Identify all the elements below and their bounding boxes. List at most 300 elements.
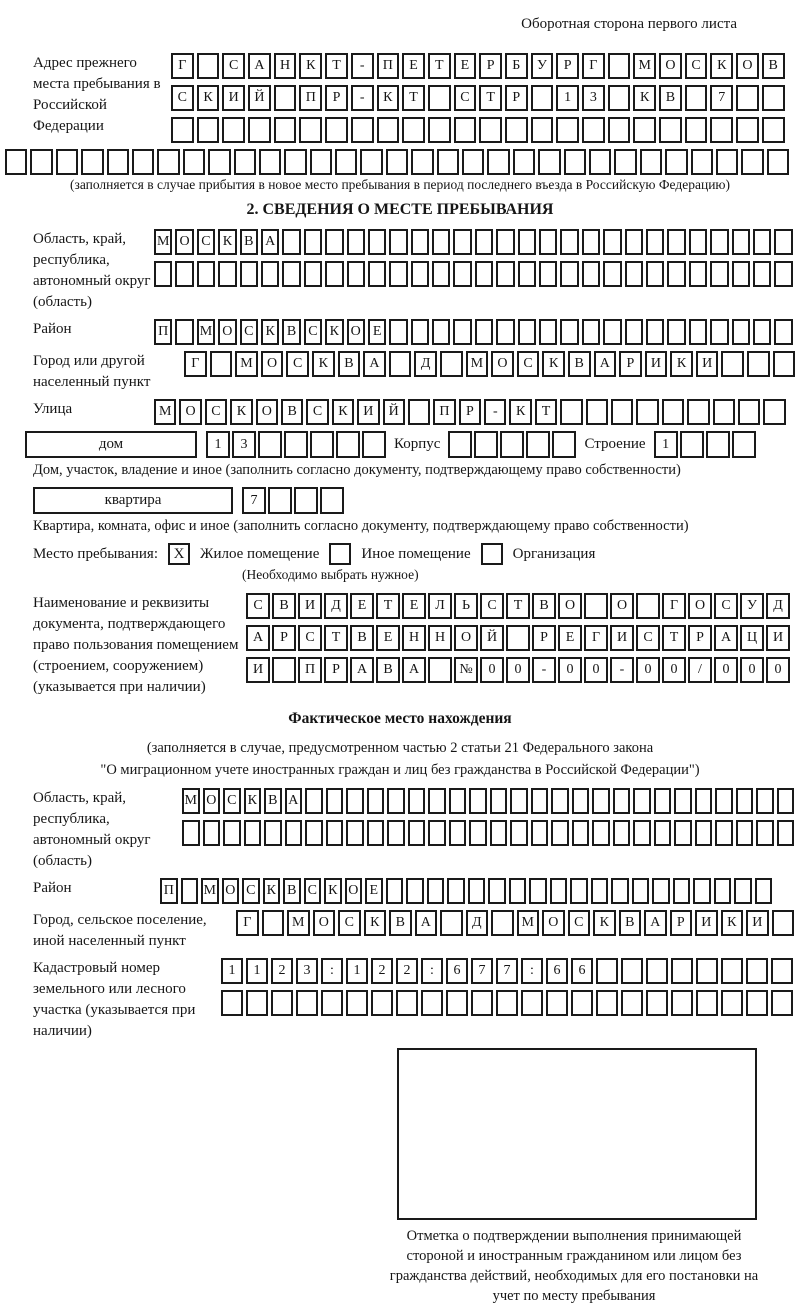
char-cell[interactable]: В xyxy=(389,910,412,936)
char-cell[interactable] xyxy=(218,261,236,287)
char-cell[interactable] xyxy=(197,53,220,79)
char-cell[interactable]: А xyxy=(261,229,279,255)
stay-type-checkbox-organization[interactable] xyxy=(481,543,503,565)
char-cell[interactable] xyxy=(732,261,750,287)
char-cell[interactable] xyxy=(421,990,443,1016)
char-cell[interactable] xyxy=(652,878,670,904)
char-cell[interactable] xyxy=(603,229,621,255)
char-cell[interactable] xyxy=(756,788,774,814)
char-cell[interactable]: Т xyxy=(662,625,686,651)
char-cell[interactable]: В xyxy=(659,85,682,111)
char-cell[interactable]: Г xyxy=(184,351,207,377)
char-cell[interactable]: К xyxy=(324,878,342,904)
char-cell[interactable]: М xyxy=(466,351,489,377)
char-cell[interactable] xyxy=(732,431,756,458)
char-cell[interactable] xyxy=(556,117,579,143)
char-cell[interactable]: И xyxy=(645,351,668,377)
char-cell[interactable] xyxy=(636,399,658,425)
char-cell[interactable] xyxy=(721,990,743,1016)
char-cell[interactable]: К xyxy=(244,788,262,814)
char-cell[interactable] xyxy=(571,990,593,1016)
char-cell[interactable]: С xyxy=(242,878,260,904)
char-cell[interactable]: / xyxy=(688,657,712,683)
char-cell[interactable] xyxy=(674,820,692,846)
char-cell[interactable] xyxy=(107,149,129,175)
char-cell[interactable] xyxy=(296,990,318,1016)
char-cell[interactable] xyxy=(741,149,763,175)
char-cell[interactable] xyxy=(710,117,733,143)
char-cell[interactable]: К xyxy=(263,878,281,904)
char-cell[interactable] xyxy=(654,788,672,814)
char-cell[interactable]: Й xyxy=(248,85,271,111)
char-cell[interactable] xyxy=(449,788,467,814)
char-cell[interactable] xyxy=(408,399,430,425)
char-cell[interactable] xyxy=(654,820,672,846)
char-cell[interactable] xyxy=(608,85,631,111)
char-cell[interactable]: С xyxy=(197,229,215,255)
char-cell[interactable] xyxy=(272,657,296,683)
char-cell[interactable] xyxy=(222,117,245,143)
char-cell[interactable] xyxy=(56,149,78,175)
char-cell[interactable] xyxy=(591,878,609,904)
char-cell[interactable]: 7 xyxy=(496,958,518,984)
char-cell[interactable]: 3 xyxy=(232,431,256,458)
char-cell[interactable] xyxy=(428,820,446,846)
char-cell[interactable] xyxy=(614,149,636,175)
char-cell[interactable]: Т xyxy=(535,399,557,425)
char-cell[interactable]: Р xyxy=(670,910,693,936)
char-cell[interactable] xyxy=(474,431,498,458)
char-cell[interactable] xyxy=(462,149,484,175)
char-cell[interactable] xyxy=(346,788,364,814)
char-cell[interactable]: - xyxy=(484,399,506,425)
char-cell[interactable] xyxy=(625,229,643,255)
char-cell[interactable]: А xyxy=(285,788,303,814)
char-cell[interactable]: О xyxy=(347,319,365,345)
char-cell[interactable] xyxy=(771,990,793,1016)
char-cell[interactable]: А xyxy=(248,53,271,79)
char-cell[interactable] xyxy=(264,820,282,846)
char-cell[interactable]: Р xyxy=(532,625,556,651)
char-cell[interactable] xyxy=(589,149,611,175)
char-cell[interactable]: Г xyxy=(584,625,608,651)
char-cell[interactable] xyxy=(305,820,323,846)
char-cell[interactable]: Д xyxy=(466,910,489,936)
char-cell[interactable]: В xyxy=(338,351,361,377)
char-cell[interactable]: К xyxy=(670,351,693,377)
char-cell[interactable] xyxy=(584,593,608,619)
char-cell[interactable]: И xyxy=(766,625,790,651)
char-cell[interactable] xyxy=(325,117,348,143)
char-cell[interactable]: О xyxy=(542,910,565,936)
char-cell[interactable] xyxy=(447,878,465,904)
char-cell[interactable]: 3 xyxy=(296,958,318,984)
char-cell[interactable] xyxy=(518,319,536,345)
char-cell[interactable] xyxy=(479,117,502,143)
char-cell[interactable]: И xyxy=(746,910,769,936)
char-cell[interactable]: Т xyxy=(402,85,425,111)
char-cell[interactable]: П xyxy=(299,85,322,111)
char-cell[interactable] xyxy=(284,431,308,458)
char-cell[interactable]: 1 xyxy=(221,958,243,984)
char-cell[interactable] xyxy=(282,261,300,287)
char-cell[interactable] xyxy=(274,85,297,111)
char-cell[interactable]: К xyxy=(197,85,220,111)
stay-type-checkbox-residential[interactable]: X xyxy=(168,543,190,565)
char-cell[interactable] xyxy=(475,229,493,255)
char-cell[interactable] xyxy=(592,820,610,846)
char-cell[interactable] xyxy=(368,261,386,287)
char-cell[interactable] xyxy=(432,261,450,287)
char-cell[interactable]: Р xyxy=(619,351,642,377)
char-cell[interactable]: Й xyxy=(480,625,504,651)
char-cell[interactable] xyxy=(440,351,463,377)
char-cell[interactable]: П xyxy=(377,53,400,79)
char-cell[interactable]: С xyxy=(636,625,660,651)
char-cell[interactable] xyxy=(446,990,468,1016)
char-cell[interactable] xyxy=(411,149,433,175)
char-cell[interactable]: Г xyxy=(582,53,605,79)
char-cell[interactable] xyxy=(572,820,590,846)
char-cell[interactable] xyxy=(274,117,297,143)
char-cell[interactable] xyxy=(271,990,293,1016)
char-cell[interactable] xyxy=(691,149,713,175)
char-cell[interactable] xyxy=(432,229,450,255)
char-cell[interactable] xyxy=(389,319,407,345)
char-cell[interactable]: В xyxy=(240,229,258,255)
char-cell[interactable]: : xyxy=(421,958,443,984)
char-cell[interactable] xyxy=(475,319,493,345)
char-cell[interactable]: С xyxy=(306,399,328,425)
char-cell[interactable] xyxy=(673,878,691,904)
char-cell[interactable]: 1 xyxy=(556,85,579,111)
char-cell[interactable]: И xyxy=(696,351,719,377)
char-cell[interactable] xyxy=(531,117,554,143)
char-cell[interactable] xyxy=(471,990,493,1016)
char-cell[interactable]: А xyxy=(644,910,667,936)
char-cell[interactable] xyxy=(550,878,568,904)
char-cell[interactable]: О xyxy=(175,229,193,255)
char-cell[interactable] xyxy=(5,149,27,175)
char-cell[interactable] xyxy=(510,788,528,814)
char-cell[interactable] xyxy=(282,229,300,255)
char-cell[interactable] xyxy=(526,431,550,458)
char-cell[interactable] xyxy=(387,820,405,846)
char-cell[interactable]: Р xyxy=(688,625,712,651)
char-cell[interactable]: Т xyxy=(325,53,348,79)
char-cell[interactable] xyxy=(268,487,292,514)
char-cell[interactable]: Д xyxy=(766,593,790,619)
char-cell[interactable]: М xyxy=(182,788,200,814)
char-cell[interactable]: А xyxy=(594,351,617,377)
char-cell[interactable] xyxy=(689,319,707,345)
char-cell[interactable] xyxy=(335,149,357,175)
char-cell[interactable]: 7 xyxy=(242,487,266,514)
char-cell[interactable] xyxy=(736,788,754,814)
char-cell[interactable]: Р xyxy=(459,399,481,425)
char-cell[interactable]: И xyxy=(610,625,634,651)
char-cell[interactable] xyxy=(753,319,771,345)
char-cell[interactable] xyxy=(586,399,608,425)
char-cell[interactable] xyxy=(560,229,578,255)
char-cell[interactable]: О xyxy=(345,878,363,904)
char-cell[interactable]: И xyxy=(298,593,322,619)
char-cell[interactable] xyxy=(665,149,687,175)
char-cell[interactable] xyxy=(753,229,771,255)
char-cell[interactable]: 0 xyxy=(636,657,660,683)
char-cell[interactable] xyxy=(248,117,271,143)
char-cell[interactable] xyxy=(428,788,446,814)
char-cell[interactable]: Е xyxy=(558,625,582,651)
char-cell[interactable]: К xyxy=(364,910,387,936)
char-cell[interactable]: Г xyxy=(662,593,686,619)
char-cell[interactable] xyxy=(310,431,334,458)
char-cell[interactable] xyxy=(360,149,382,175)
char-cell[interactable] xyxy=(513,149,535,175)
char-cell[interactable]: С xyxy=(480,593,504,619)
char-cell[interactable]: 7 xyxy=(471,958,493,984)
char-cell[interactable] xyxy=(680,431,704,458)
char-cell[interactable] xyxy=(203,820,221,846)
char-cell[interactable]: О xyxy=(222,878,240,904)
char-cell[interactable]: М xyxy=(154,399,176,425)
char-cell[interactable] xyxy=(408,820,426,846)
char-cell[interactable] xyxy=(367,788,385,814)
char-cell[interactable] xyxy=(488,878,506,904)
char-cell[interactable]: О xyxy=(736,53,759,79)
char-cell[interactable] xyxy=(636,593,660,619)
char-cell[interactable] xyxy=(713,399,735,425)
char-cell[interactable] xyxy=(261,261,279,287)
char-cell[interactable] xyxy=(551,788,569,814)
char-cell[interactable]: С xyxy=(714,593,738,619)
char-cell[interactable]: А xyxy=(363,351,386,377)
char-cell[interactable] xyxy=(608,117,631,143)
char-cell[interactable]: Д xyxy=(414,351,437,377)
char-cell[interactable]: Е xyxy=(402,593,426,619)
char-cell[interactable] xyxy=(411,229,429,255)
char-cell[interactable] xyxy=(685,117,708,143)
char-cell[interactable] xyxy=(351,117,374,143)
char-cell[interactable]: Р xyxy=(325,85,348,111)
char-cell[interactable] xyxy=(326,820,344,846)
char-cell[interactable]: О xyxy=(454,625,478,651)
char-cell[interactable] xyxy=(646,229,664,255)
char-cell[interactable] xyxy=(371,990,393,1016)
char-cell[interactable]: С xyxy=(223,788,241,814)
char-cell[interactable]: П xyxy=(433,399,455,425)
char-cell[interactable] xyxy=(710,261,728,287)
char-cell[interactable]: Л xyxy=(428,593,452,619)
char-cell[interactable]: Г xyxy=(171,53,194,79)
char-cell[interactable]: В xyxy=(568,351,591,377)
char-cell[interactable]: 2 xyxy=(271,958,293,984)
char-cell[interactable] xyxy=(496,990,518,1016)
char-cell[interactable] xyxy=(157,149,179,175)
char-cell[interactable]: П xyxy=(298,657,322,683)
char-cell[interactable] xyxy=(710,319,728,345)
char-cell[interactable]: У xyxy=(531,53,554,79)
char-cell[interactable] xyxy=(633,788,651,814)
char-cell[interactable]: К xyxy=(377,85,400,111)
char-cell[interactable] xyxy=(346,820,364,846)
char-cell[interactable] xyxy=(560,261,578,287)
char-cell[interactable] xyxy=(132,149,154,175)
char-cell[interactable] xyxy=(246,990,268,1016)
char-cell[interactable] xyxy=(774,229,792,255)
char-cell[interactable] xyxy=(646,261,664,287)
char-cell[interactable]: К xyxy=(721,910,744,936)
char-cell[interactable] xyxy=(240,261,258,287)
char-cell[interactable]: Н xyxy=(274,53,297,79)
char-cell[interactable] xyxy=(432,319,450,345)
char-cell[interactable] xyxy=(695,820,713,846)
char-cell[interactable]: О xyxy=(256,399,278,425)
char-cell[interactable] xyxy=(667,319,685,345)
char-cell[interactable] xyxy=(386,149,408,175)
char-cell[interactable] xyxy=(440,910,463,936)
char-cell[interactable]: В xyxy=(282,319,300,345)
char-cell[interactable] xyxy=(389,261,407,287)
char-cell[interactable]: - xyxy=(532,657,556,683)
char-cell[interactable]: Т xyxy=(479,85,502,111)
char-cell[interactable] xyxy=(529,878,547,904)
char-cell[interactable]: К xyxy=(332,399,354,425)
char-cell[interactable]: О xyxy=(179,399,201,425)
char-cell[interactable] xyxy=(453,319,471,345)
char-cell[interactable] xyxy=(772,910,795,936)
char-cell[interactable] xyxy=(259,149,281,175)
char-cell[interactable]: К xyxy=(261,319,279,345)
char-cell[interactable] xyxy=(362,431,386,458)
char-cell[interactable]: 1 xyxy=(206,431,230,458)
char-cell[interactable] xyxy=(608,53,631,79)
char-cell[interactable]: П xyxy=(160,878,178,904)
char-cell[interactable] xyxy=(777,820,795,846)
char-cell[interactable] xyxy=(30,149,52,175)
char-cell[interactable]: П xyxy=(154,319,172,345)
char-cell[interactable] xyxy=(756,820,774,846)
char-cell[interactable] xyxy=(197,261,215,287)
char-cell[interactable] xyxy=(210,351,233,377)
char-cell[interactable] xyxy=(667,229,685,255)
char-cell[interactable] xyxy=(696,990,718,1016)
char-cell[interactable]: 0 xyxy=(506,657,530,683)
char-cell[interactable] xyxy=(674,788,692,814)
char-cell[interactable] xyxy=(518,229,536,255)
char-cell[interactable]: С xyxy=(568,910,591,936)
char-cell[interactable] xyxy=(662,399,684,425)
char-cell[interactable]: М xyxy=(517,910,540,936)
char-cell[interactable] xyxy=(406,878,424,904)
char-cell[interactable] xyxy=(603,261,621,287)
char-cell[interactable] xyxy=(304,229,322,255)
char-cell[interactable] xyxy=(171,117,194,143)
char-cell[interactable] xyxy=(721,958,743,984)
char-cell[interactable]: А xyxy=(350,657,374,683)
char-cell[interactable]: К xyxy=(509,399,531,425)
char-cell[interactable] xyxy=(539,229,557,255)
char-cell[interactable]: № xyxy=(454,657,478,683)
char-cell[interactable]: 0 xyxy=(714,657,738,683)
char-cell[interactable]: С xyxy=(685,53,708,79)
char-cell[interactable] xyxy=(175,261,193,287)
char-cell[interactable]: К xyxy=(312,351,335,377)
char-cell[interactable]: Р xyxy=(505,85,528,111)
char-cell[interactable]: Д xyxy=(324,593,348,619)
char-cell[interactable] xyxy=(325,261,343,287)
char-cell[interactable] xyxy=(613,820,631,846)
char-cell[interactable]: А xyxy=(415,910,438,936)
char-cell[interactable]: : xyxy=(321,958,343,984)
char-cell[interactable]: К xyxy=(230,399,252,425)
char-cell[interactable]: 6 xyxy=(446,958,468,984)
char-cell[interactable] xyxy=(428,117,451,143)
char-cell[interactable] xyxy=(582,117,605,143)
char-cell[interactable]: Р xyxy=(272,625,296,651)
char-cell[interactable] xyxy=(448,431,472,458)
char-cell[interactable] xyxy=(81,149,103,175)
char-cell[interactable] xyxy=(773,351,796,377)
char-cell[interactable] xyxy=(258,431,282,458)
char-cell[interactable]: В xyxy=(762,53,785,79)
char-cell[interactable] xyxy=(738,399,760,425)
char-cell[interactable]: С xyxy=(171,85,194,111)
char-cell[interactable] xyxy=(244,820,262,846)
char-cell[interactable] xyxy=(570,878,588,904)
char-cell[interactable]: 0 xyxy=(766,657,790,683)
char-cell[interactable] xyxy=(389,229,407,255)
char-cell[interactable] xyxy=(747,351,770,377)
char-cell[interactable]: О xyxy=(610,593,634,619)
char-cell[interactable] xyxy=(560,399,582,425)
char-cell[interactable] xyxy=(389,351,412,377)
char-cell[interactable]: Е xyxy=(350,593,374,619)
char-cell[interactable] xyxy=(427,878,445,904)
char-cell[interactable]: К xyxy=(633,85,656,111)
char-cell[interactable] xyxy=(734,878,752,904)
char-cell[interactable]: О xyxy=(491,351,514,377)
char-cell[interactable] xyxy=(582,261,600,287)
char-cell[interactable]: 3 xyxy=(582,85,605,111)
char-cell[interactable]: Б xyxy=(505,53,528,79)
char-cell[interactable] xyxy=(154,261,172,287)
char-cell[interactable] xyxy=(284,149,306,175)
char-cell[interactable] xyxy=(753,261,771,287)
char-cell[interactable] xyxy=(689,261,707,287)
char-cell[interactable] xyxy=(646,990,668,1016)
char-cell[interactable] xyxy=(687,399,709,425)
char-cell[interactable] xyxy=(310,149,332,175)
char-cell[interactable] xyxy=(408,788,426,814)
char-cell[interactable] xyxy=(182,820,200,846)
char-cell[interactable]: С xyxy=(454,85,477,111)
char-cell[interactable]: М xyxy=(235,351,258,377)
char-cell[interactable] xyxy=(582,319,600,345)
char-cell[interactable] xyxy=(695,788,713,814)
char-cell[interactable] xyxy=(767,149,789,175)
char-cell[interactable] xyxy=(762,117,785,143)
char-cell[interactable]: С xyxy=(240,319,258,345)
char-cell[interactable] xyxy=(336,431,360,458)
char-cell[interactable] xyxy=(706,431,730,458)
char-cell[interactable]: Р xyxy=(556,53,579,79)
char-cell[interactable] xyxy=(223,820,241,846)
char-cell[interactable] xyxy=(777,788,795,814)
char-cell[interactable]: 1 xyxy=(654,431,678,458)
char-cell[interactable] xyxy=(386,878,404,904)
char-cell[interactable] xyxy=(491,910,514,936)
